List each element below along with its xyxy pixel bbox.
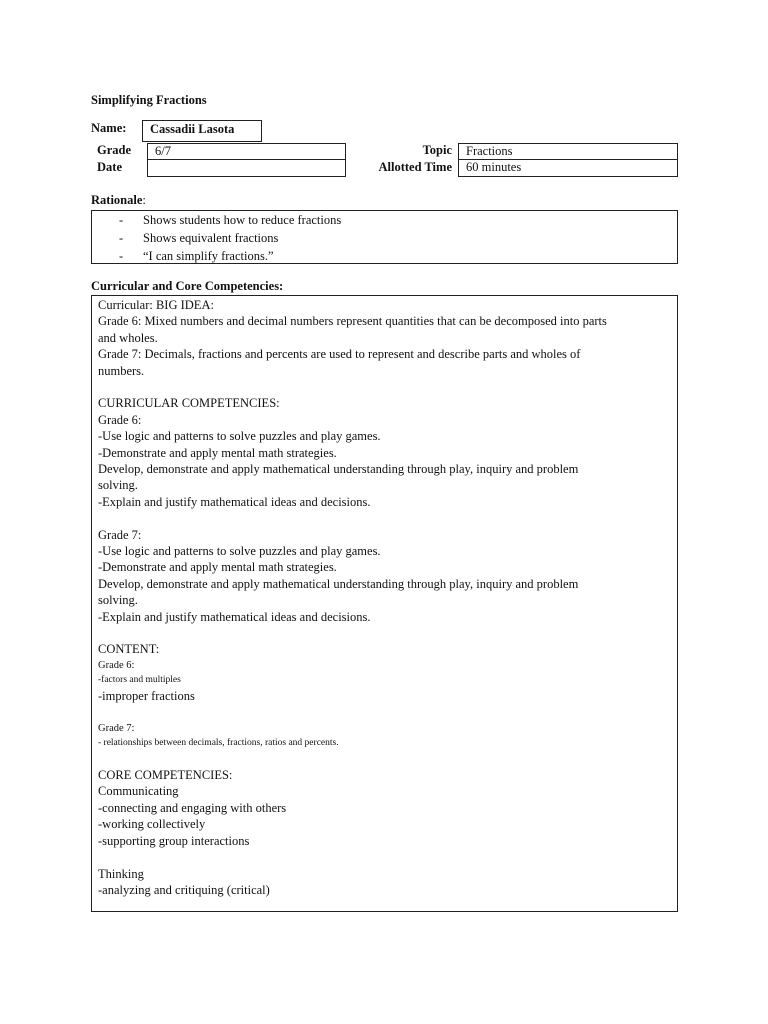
grade6-item: -Demonstrate and apply mental math strategies. bbox=[98, 445, 337, 460]
content-grade7-label: Grade 7: bbox=[98, 722, 135, 734]
date-field[interactable] bbox=[147, 159, 346, 177]
curricular-competencies-heading: CURRICULAR COMPETENCIES: bbox=[98, 396, 280, 411]
big-idea-label: Curricular: BIG IDEA: bbox=[98, 298, 214, 312]
bullet-dash: - bbox=[119, 213, 124, 227]
rationale-box bbox=[91, 210, 678, 264]
communicating-item: -supporting group interactions bbox=[98, 833, 250, 848]
competencies-content bbox=[98, 297, 671, 898]
name-value: Cassadii Lasota bbox=[150, 122, 235, 136]
spacer bbox=[98, 625, 671, 641]
thinking-item: -analyzing and critiquing (critical) bbox=[98, 882, 270, 897]
bullet-dash: - bbox=[119, 249, 124, 263]
date-label: Date bbox=[97, 160, 122, 174]
spacer bbox=[98, 379, 671, 395]
topic-label: Topic bbox=[422, 143, 452, 157]
content-grade7-item: - relationships between decimals, fractions, ratios and percents. bbox=[98, 737, 339, 748]
name-label: Name: bbox=[91, 121, 127, 135]
rationale-item-text: “I can simplify fractions.” bbox=[143, 249, 274, 263]
content-grade6-item: -factors and multiples bbox=[98, 674, 181, 685]
core-competencies-heading: CORE COMPETENCIES: bbox=[98, 768, 233, 783]
rationale-heading-text: Rationale bbox=[91, 193, 143, 207]
rationale-item-text: Shows equivalent fractions bbox=[143, 231, 279, 245]
grade7-item: -Demonstrate and apply mental math strategies. bbox=[98, 560, 337, 575]
content-heading: CONTENT: bbox=[98, 642, 160, 657]
thinking-label: Thinking bbox=[98, 866, 144, 881]
communicating-item: -working collectively bbox=[98, 817, 206, 832]
grade6-label: Grade 6: bbox=[98, 412, 142, 427]
communicating-label: Communicating bbox=[98, 784, 179, 799]
grade-field[interactable] bbox=[147, 143, 346, 160]
rationale-heading-colon: : bbox=[142, 193, 146, 207]
communicating-item: -connecting and engaging with others bbox=[98, 800, 287, 815]
rationale-item-text: Shows students how to reduce fractions bbox=[143, 213, 342, 227]
grade-label: Grade bbox=[97, 143, 132, 157]
grade6-item: solving. bbox=[98, 478, 138, 493]
allotted-time-field[interactable] bbox=[458, 159, 678, 177]
spacer bbox=[98, 704, 671, 720]
spacer bbox=[98, 849, 671, 865]
page-title: Simplifying Fractions bbox=[91, 93, 207, 107]
grade6-item: -Use logic and patterns to solve puzzles and play games. bbox=[98, 429, 381, 444]
grade7-item: solving. bbox=[98, 593, 138, 608]
topic-value: Fractions bbox=[466, 144, 513, 158]
content-grade6-label: Grade 6: bbox=[98, 659, 135, 671]
competencies-box bbox=[91, 295, 678, 912]
allotted-time-value: 60 minutes bbox=[466, 160, 522, 174]
big-idea-grade7-line1: Grade 7: Decimals, fractions and percents are used to represent and describe parts and wholes of bbox=[98, 347, 581, 362]
big-idea-grade6-line1: Grade 6: Mixed numbers and decimal numbers represent quantities that can be decomposed into parts bbox=[98, 314, 607, 329]
grade7-item: Develop, demonstrate and apply mathematical understanding through play, inquiry and problem bbox=[98, 576, 579, 591]
grade6-item: -Explain and justify mathematical ideas and decisions. bbox=[98, 494, 371, 509]
big-idea-grade6-line2: and wholes. bbox=[98, 330, 158, 345]
spacer bbox=[98, 510, 671, 526]
allotted-time-label: Allotted Time bbox=[378, 160, 452, 174]
competencies-heading: Curricular and Core Competencies: bbox=[91, 279, 284, 293]
content-grade6-item: -improper fractions bbox=[98, 688, 195, 703]
grade7-label: Grade 7: bbox=[98, 527, 142, 542]
rationale-heading bbox=[91, 193, 146, 208]
name-field[interactable] bbox=[142, 120, 262, 142]
spacer bbox=[98, 751, 671, 767]
bullet-dash: - bbox=[119, 231, 124, 245]
grade6-item: Develop, demonstrate and apply mathematical understanding through play, inquiry and problem bbox=[98, 462, 579, 477]
grade-value: 6/7 bbox=[155, 144, 171, 158]
big-idea-grade7-line2: numbers. bbox=[98, 363, 145, 378]
grade7-item: -Explain and justify mathematical ideas and decisions. bbox=[98, 609, 371, 624]
grade7-item: -Use logic and patterns to solve puzzles and play games. bbox=[98, 544, 381, 559]
topic-field[interactable] bbox=[458, 143, 678, 160]
